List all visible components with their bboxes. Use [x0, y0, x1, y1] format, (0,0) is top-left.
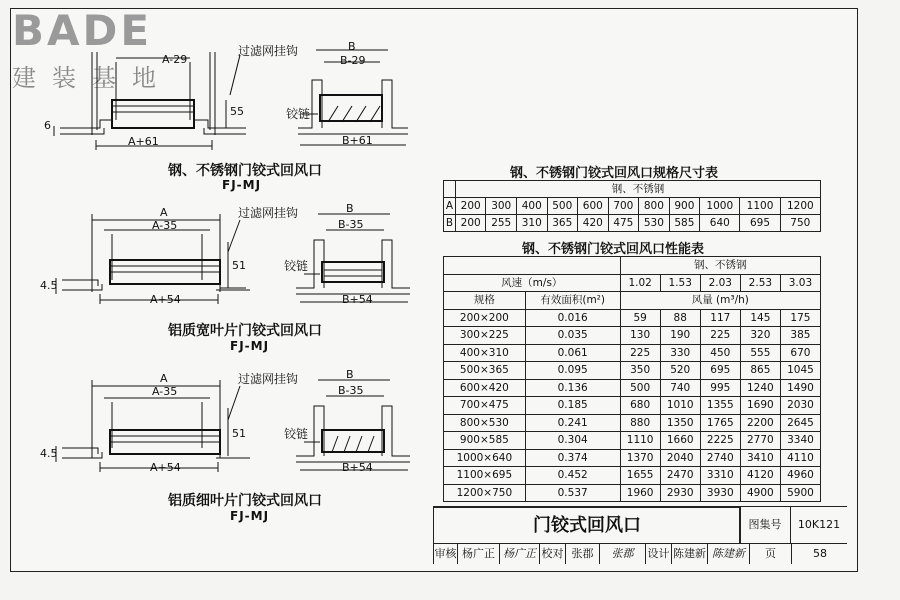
dim-cell: 585: [669, 215, 700, 232]
perf-area-cell: 0.061: [525, 344, 620, 362]
dim-cell: 640: [700, 215, 740, 232]
perf-speed-label: 风速（m/s）: [444, 274, 621, 292]
perf-speed-value: 3.03: [780, 274, 820, 292]
perf-spec-cell: 1100×695: [444, 467, 526, 485]
perf-flow-cell: 190: [660, 327, 700, 345]
perf-flow-cell: 1655: [620, 467, 660, 485]
perf-flow-cell: 1110: [620, 432, 660, 450]
drawing-code: FJ-MJ: [230, 339, 270, 353]
perf-spec-cell: 700×475: [444, 397, 526, 415]
perf-flow-cell: 740: [660, 379, 700, 397]
dim-table: [443, 180, 821, 232]
atlas-number: 10K121: [797, 518, 841, 531]
perf-flow-cell: 555: [740, 344, 780, 362]
perf-flow-cell: 865: [740, 362, 780, 380]
perf-flow-header: 风量 (m³/h): [620, 292, 820, 310]
perf-flow-cell: 1960: [620, 484, 660, 502]
side-inner-dim: B-29: [340, 54, 366, 67]
front-bottom-dim: A+61: [128, 135, 159, 148]
dim-cell: 900: [669, 198, 700, 215]
front-top-dim: A-35: [152, 219, 178, 232]
perf-flow-cell: 4110: [780, 449, 820, 467]
front-outer-dim: A: [160, 206, 168, 219]
front-height-dim: 55: [230, 105, 244, 118]
perf-flow-cell: 3930: [700, 484, 740, 502]
dim-cell: 500: [547, 198, 578, 215]
perf-flow-cell: 2040: [660, 449, 700, 467]
perf-speed-value: 1.53: [660, 274, 700, 292]
perf-flow-cell: 59: [620, 309, 660, 327]
page-label: 页: [750, 544, 792, 564]
perf-material-header: 钢、不锈钢: [620, 257, 820, 275]
designer-signature: 陈建新: [708, 544, 750, 564]
dim-cell: 475: [608, 215, 639, 232]
perf-row: [444, 449, 821, 467]
perf-flow-cell: 2030: [780, 397, 820, 415]
dim-cell: 300: [486, 198, 517, 215]
check-label: 校对: [540, 544, 566, 564]
hinge-label: 铰链: [286, 107, 311, 121]
drawing-code: FJ-MJ: [222, 178, 262, 192]
side-bottom-dim: B+54: [342, 293, 373, 306]
reviewer-signature: 杨广正: [500, 544, 540, 564]
drawing-caption: 铝质细叶片门铰式回风口: [168, 493, 322, 509]
filter-hook-label: 过滤网挂钩: [238, 44, 299, 58]
perf-flow-cell: 145: [740, 309, 780, 327]
perf-spec-cell: 600×420: [444, 379, 526, 397]
sheet-title: 门铰式回风口: [433, 507, 741, 544]
side-inner-dim: B-35: [338, 218, 364, 231]
perf-flow-cell: 4120: [740, 467, 780, 485]
front-left-dim: 4.5: [40, 279, 58, 292]
perf-speed-value: 2.53: [740, 274, 780, 292]
perf-flow-cell: 520: [660, 362, 700, 380]
perf-flow-cell: 320: [740, 327, 780, 345]
perf-flow-cell: 1355: [700, 397, 740, 415]
perf-flow-cell: 680: [620, 397, 660, 415]
front-height-dim: 51: [232, 259, 246, 272]
perf-area-cell: 0.095: [525, 362, 620, 380]
perf-area-cell: 0.452: [525, 467, 620, 485]
review-label: 审核: [434, 544, 458, 564]
side-top-dim: B: [346, 202, 354, 215]
perf-area-header: 有效面积(m²): [525, 292, 620, 310]
front-top-dim: A-35: [152, 385, 178, 398]
dim-cell: 365: [547, 215, 578, 232]
side-inner-dim: B-35: [338, 384, 364, 397]
perf-flow-cell: 1370: [620, 449, 660, 467]
dim-material-header: 钢、不锈钢: [455, 181, 820, 198]
perf-flow-cell: 1045: [780, 362, 820, 380]
front-top-dim: A-29: [162, 53, 188, 66]
side-bottom-dim: B+61: [342, 134, 373, 147]
page-number: 58: [813, 547, 827, 560]
perf-header-row: [444, 257, 821, 275]
front-left-dim: 4.5: [40, 447, 58, 460]
perf-flow-cell: 670: [780, 344, 820, 362]
perf-flow-cell: 995: [700, 379, 740, 397]
perf-area-cell: 0.304: [525, 432, 620, 450]
perf-flow-cell: 500: [620, 379, 660, 397]
perf-spec-cell: 1200×750: [444, 484, 526, 502]
perf-flow-cell: 2740: [700, 449, 740, 467]
perf-flow-cell: 350: [620, 362, 660, 380]
perf-flow-cell: 5900: [780, 484, 820, 502]
perf-row: [444, 327, 821, 345]
perf-area-cell: 0.016: [525, 309, 620, 327]
perf-flow-cell: 117: [700, 309, 740, 327]
design-label: 设计: [646, 544, 672, 564]
dim-row: [444, 215, 821, 232]
dim-cell: 750: [780, 215, 820, 232]
perf-area-cell: 0.136: [525, 379, 620, 397]
dim-cell: 310: [516, 215, 547, 232]
dim-cell: 420: [578, 215, 609, 232]
perf-flow-cell: 1690: [740, 397, 780, 415]
perf-spec-header: 规格: [444, 292, 526, 310]
perf-table-title: 钢、不锈钢门铰式回风口性能表: [522, 242, 705, 257]
perf-flow-cell: 385: [780, 327, 820, 345]
perf-flow-cell: 1765: [700, 414, 740, 432]
logo-subtitle: 建装基地: [12, 64, 172, 92]
logo-word: BADE: [12, 6, 153, 55]
dim-cell: 200: [455, 198, 486, 215]
drawing-caption: 钢、不锈钢门铰式回风口: [168, 163, 322, 179]
perf-area-cell: 0.035: [525, 327, 620, 345]
side-top-dim: B: [348, 40, 356, 53]
dim-cell: 1000: [700, 198, 740, 215]
drawing-caption: 铝质宽叶片门铰式回风口: [168, 323, 322, 339]
drawing-aluminum-fine: [40, 368, 420, 528]
designer-name: 陈建新: [672, 544, 708, 564]
perf-row: [444, 397, 821, 415]
perf-area-cell: 0.374: [525, 449, 620, 467]
perf-column-header-row: [444, 292, 821, 310]
perf-flow-cell: 130: [620, 327, 660, 345]
front-outer-dim: A: [160, 372, 168, 385]
perf-speed-value: 1.02: [620, 274, 660, 292]
perf-speed-value: 2.03: [700, 274, 740, 292]
perf-area-cell: 0.185: [525, 397, 620, 415]
filter-hook-label: 过滤网挂钩: [238, 372, 299, 386]
reviewer-name: 杨广正: [458, 544, 500, 564]
hinge-label: 铰链: [284, 427, 309, 441]
side-top-dim: B: [346, 368, 354, 381]
drawing-aluminum-wide: [40, 202, 420, 362]
perf-table: [443, 256, 821, 502]
perf-flow-cell: 225: [620, 344, 660, 362]
filter-hook-label: 过滤网挂钩: [238, 206, 299, 220]
perf-area-cell: 0.241: [525, 414, 620, 432]
perf-row: [444, 484, 821, 502]
perf-row: [444, 379, 821, 397]
checker-signature: 张郡: [600, 544, 646, 564]
perf-row: [444, 432, 821, 450]
drawing-code: FJ-MJ: [230, 509, 270, 523]
perf-flow-cell: 1660: [660, 432, 700, 450]
perf-flow-cell: 2930: [660, 484, 700, 502]
hinge-label: 铰链: [284, 259, 309, 273]
dim-cell: 400: [516, 198, 547, 215]
checker-name: 张郡: [566, 544, 600, 564]
perf-row: [444, 362, 821, 380]
perf-flow-cell: 450: [700, 344, 740, 362]
dim-cell: 800: [639, 198, 670, 215]
perf-flow-cell: 2645: [780, 414, 820, 432]
dim-table-title: 钢、不锈钢门铰式回风口规格尺寸表: [510, 166, 719, 181]
perf-flow-cell: 225: [700, 327, 740, 345]
dim-cell: 200: [455, 215, 486, 232]
dim-cell: 695: [740, 215, 780, 232]
perf-flow-cell: 1010: [660, 397, 700, 415]
perf-speed-row: [444, 274, 821, 292]
perf-spec-cell: 900×585: [444, 432, 526, 450]
perf-flow-cell: 695: [700, 362, 740, 380]
perf-flow-cell: 880: [620, 414, 660, 432]
perf-row: [444, 467, 821, 485]
drawing-steel: [40, 40, 420, 190]
perf-flow-cell: 4960: [780, 467, 820, 485]
perf-flow-cell: 2200: [740, 414, 780, 432]
dim-cell: 1100: [740, 198, 780, 215]
perf-flow-cell: 4900: [740, 484, 780, 502]
perf-spec-cell: 800×530: [444, 414, 526, 432]
dim-cell: 600: [578, 198, 609, 215]
perf-flow-cell: 1490: [780, 379, 820, 397]
dim-cell: 700: [608, 198, 639, 215]
dim-row-label: A: [444, 198, 456, 215]
perf-spec-cell: 200×200: [444, 309, 526, 327]
front-left-dim: 6: [44, 119, 51, 132]
dim-cell: 530: [639, 215, 670, 232]
dim-row-label: B: [444, 215, 456, 232]
perf-flow-cell: 1240: [740, 379, 780, 397]
dim-row: [444, 198, 821, 215]
perf-row: [444, 309, 821, 327]
front-bottom-dim: A+54: [150, 293, 181, 306]
perf-row: [444, 344, 821, 362]
perf-corner-cell: [444, 257, 621, 275]
perf-area-cell: 0.537: [525, 484, 620, 502]
dim-cell: 255: [486, 215, 517, 232]
dim-header-row: [444, 181, 821, 198]
perf-flow-cell: 330: [660, 344, 700, 362]
perf-flow-cell: 2470: [660, 467, 700, 485]
perf-flow-cell: 3410: [740, 449, 780, 467]
perf-spec-cell: 1000×640: [444, 449, 526, 467]
perf-spec-cell: 400×310: [444, 344, 526, 362]
signature-row: [433, 544, 848, 564]
perf-row: [444, 414, 821, 432]
front-height-dim: 51: [232, 427, 246, 440]
perf-spec-cell: 300×225: [444, 327, 526, 345]
dim-corner-cell: [444, 181, 456, 198]
perf-flow-cell: 2225: [700, 432, 740, 450]
front-bottom-dim: A+54: [150, 461, 181, 474]
atlas-label: 图集号: [739, 507, 791, 543]
perf-flow-cell: 2770: [740, 432, 780, 450]
side-bottom-dim: B+54: [342, 461, 373, 474]
dim-cell: 1200: [780, 198, 820, 215]
perf-flow-cell: 175: [780, 309, 820, 327]
perf-flow-cell: 88: [660, 309, 700, 327]
perf-flow-cell: 1350: [660, 414, 700, 432]
perf-flow-cell: 3310: [700, 467, 740, 485]
perf-spec-cell: 500×365: [444, 362, 526, 380]
perf-flow-cell: 3340: [780, 432, 820, 450]
